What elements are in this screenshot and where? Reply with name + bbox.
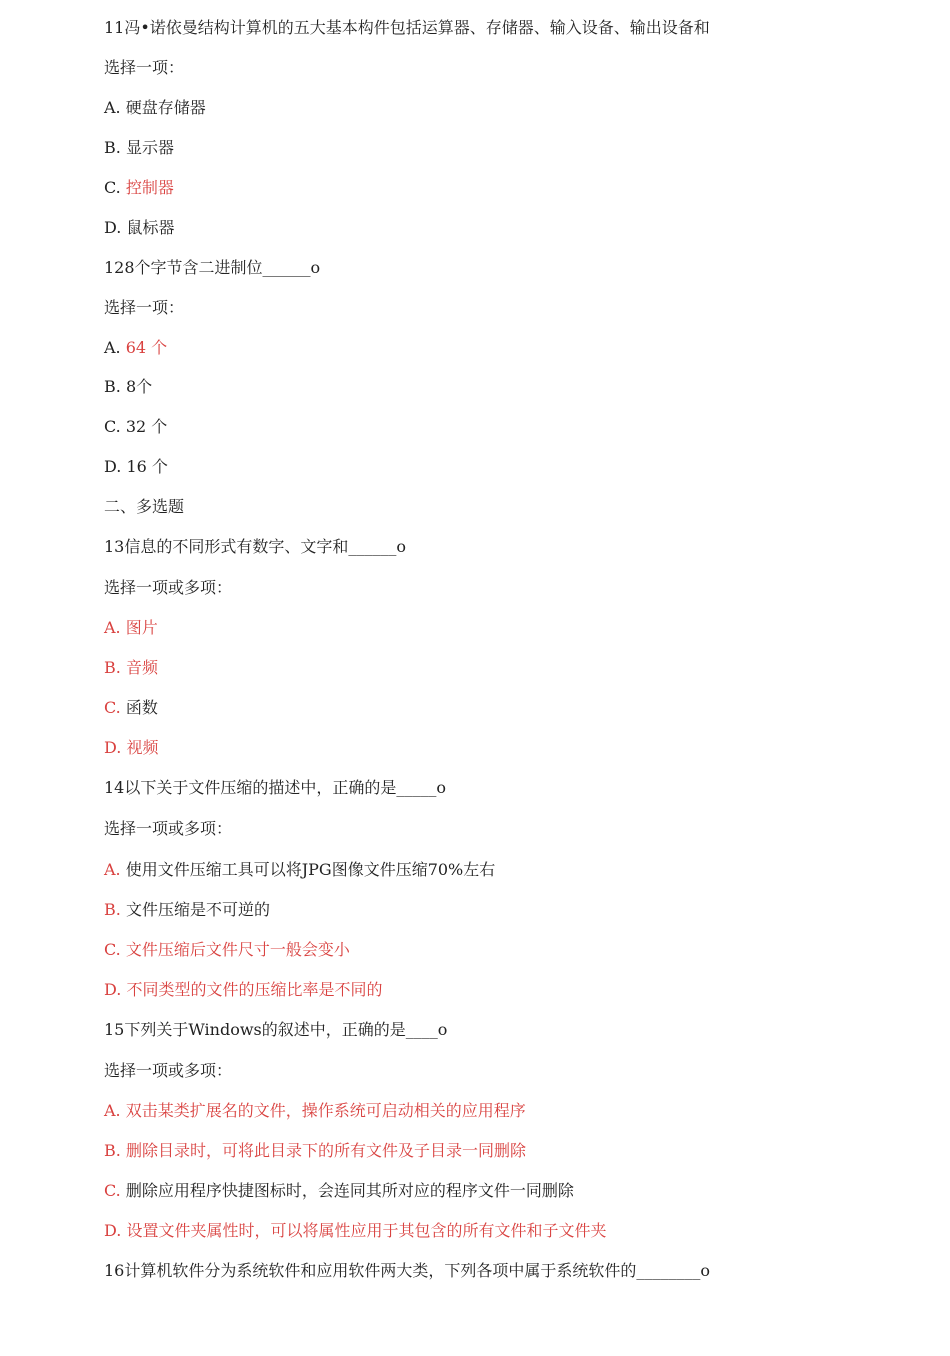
question-12-option-c <box>104 417 167 437</box>
option-key: B. <box>104 658 121 677</box>
option-key: D. <box>104 218 122 237</box>
option-key: C. <box>104 940 121 959</box>
option-text: 显示器 <box>125 138 174 157</box>
option-text: 16 个 <box>126 457 168 476</box>
section-heading-multiple-choice: 二、多选题 <box>104 497 185 516</box>
question-15-option-d <box>104 1221 606 1241</box>
question-13-stem: 13信息的不同形式有数字、文字和______o <box>104 537 406 556</box>
question-14-option-b <box>104 900 270 920</box>
question-11-prompt: 选择一项： <box>104 58 185 77</box>
question-11-stem: 11冯•诺依曼结构计算机的五大基本构件包括运算器、存储器、输入设备、输出设备和 <box>104 18 710 37</box>
question-12-option-b <box>104 377 152 397</box>
question-15-option-a <box>104 1101 526 1121</box>
option-key: A. <box>104 98 121 117</box>
option-key: D. <box>104 457 122 476</box>
option-text: 使用文件压缩工具可以将JPG图像文件压缩70%左右 <box>125 860 496 879</box>
option-key: C. <box>104 698 121 717</box>
question-16-stem: 16计算机软件分为系统软件和应用软件两大类，下列各项中属于系统软件的________o <box>104 1261 710 1280</box>
question-14-option-d <box>104 980 382 1000</box>
question-13-option-a <box>104 618 158 638</box>
option-text: 32 个 <box>125 417 168 436</box>
option-text-correct: 不同类型的文件的压缩比率是不同的 <box>126 980 383 999</box>
option-key: B. <box>104 377 121 396</box>
option-key: D. <box>104 980 122 999</box>
option-key: A. <box>104 860 121 879</box>
question-15-stem: 15下列关于Windows的叙述中，正确的是____o <box>104 1020 448 1039</box>
option-key: A. <box>104 1101 121 1120</box>
question-12-prompt: 选择一项： <box>104 298 185 317</box>
option-key: C. <box>104 1181 121 1200</box>
option-key: B. <box>104 138 121 157</box>
question-11-option-c <box>104 178 174 198</box>
option-key: B. <box>104 900 121 919</box>
option-text-correct: 音频 <box>125 658 158 677</box>
question-13-option-d <box>104 738 158 758</box>
option-text-correct: 图片 <box>125 618 158 637</box>
option-text: 硬盘存储器 <box>125 98 206 117</box>
option-key: B. <box>104 1141 121 1160</box>
option-text-correct: 文件压缩后文件尺寸一般会变小 <box>125 940 350 959</box>
option-key: C. <box>104 417 121 436</box>
question-12-option-a <box>104 338 167 358</box>
option-text: 函数 <box>125 698 158 717</box>
question-15-option-b <box>104 1141 526 1161</box>
option-text-correct: 64 个 <box>125 338 168 357</box>
option-text: 鼠标器 <box>126 218 175 237</box>
option-text-correct: 视频 <box>126 738 159 757</box>
question-15-option-c <box>104 1181 574 1201</box>
question-13-option-b <box>104 658 158 678</box>
option-text-correct: 设置文件夹属性时，可以将属性应用于其包含的所有文件和子文件夹 <box>126 1221 607 1240</box>
option-text: 文件压缩是不可逆的 <box>125 900 270 919</box>
question-11-option-a <box>104 98 206 118</box>
question-14-option-a <box>104 860 495 880</box>
question-14-stem: 14以下关于文件压缩的描述中，正确的是_____o <box>104 778 446 797</box>
option-text-correct: 控制器 <box>125 178 174 197</box>
option-text-correct: 双击某类扩展名的文件，操作系统可启动相关的应用程序 <box>125 1101 526 1120</box>
option-text: 8个 <box>125 377 153 396</box>
option-key: A. <box>104 618 121 637</box>
option-key: C. <box>104 178 121 197</box>
question-14-option-c <box>104 940 350 960</box>
option-key: D. <box>104 1221 122 1240</box>
question-13-option-c <box>104 698 158 718</box>
option-text: 删除应用程序快捷图标时，会连同其所对应的程序文件一同删除 <box>125 1181 574 1200</box>
question-11-option-d <box>104 218 174 238</box>
question-11-option-b <box>104 138 174 158</box>
option-key: D. <box>104 738 122 757</box>
question-13-prompt: 选择一项或多项： <box>104 578 233 597</box>
question-15-prompt: 选择一项或多项： <box>104 1061 233 1080</box>
question-12-stem: 128个字节含二进制位______o <box>104 258 321 277</box>
question-14-prompt: 选择一项或多项： <box>104 819 233 838</box>
option-key: A. <box>104 338 121 357</box>
option-text-correct: 删除目录时，可将此目录下的所有文件及子目录一同删除 <box>125 1141 526 1160</box>
question-12-option-d <box>104 457 168 477</box>
